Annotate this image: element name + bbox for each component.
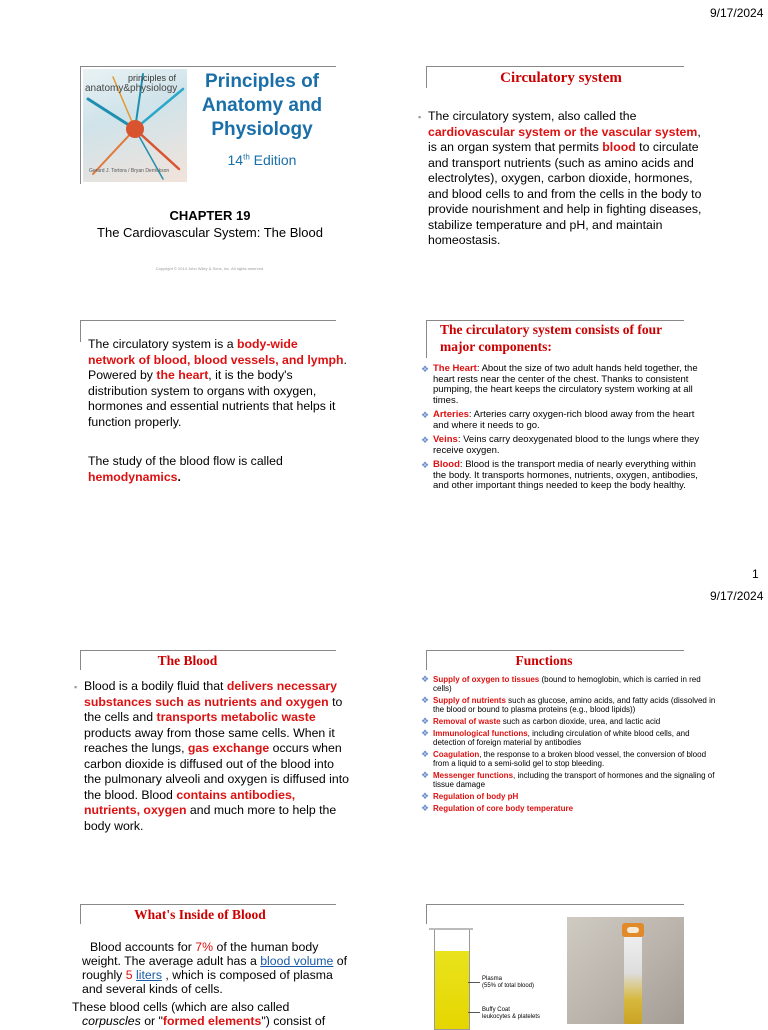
label-text: Plasma — [482, 976, 503, 982]
slide-body-2 — [88, 454, 318, 485]
label-note: (55% of total blood) — [482, 983, 535, 989]
copyright: Copyright © 2014 John Wiley & Sons, Inc. All rights reserved. — [155, 266, 265, 271]
tube-rim — [429, 928, 473, 930]
highlight-span: gas exchange — [187, 741, 270, 755]
title-line-2: major components: — [440, 339, 552, 354]
blood-tube-photo — [567, 917, 684, 1024]
book-cover-authors: Gerard J. Tortora / Bryan Derrickson — [89, 168, 170, 174]
blood-volume-link[interactable]: blood volume — [260, 954, 334, 968]
item-label: Veins — [433, 434, 458, 445]
slide-whats-inside-blood — [72, 904, 362, 1028]
text-span: of the human body weight. The average adult has a — [82, 940, 319, 968]
title-line-1: Principles of — [204, 71, 320, 92]
slide-circulatory-overview — [80, 320, 350, 510]
text-span: These blood cells (which are also called — [72, 1000, 290, 1014]
text-span: The circulatory system is a — [88, 337, 237, 351]
item-text: : About the size of two adult hands held together, the heart rests near the center of the chest. Thanks to consistent pumping, the heart keeps the circulatory system working at all times. — [433, 363, 698, 406]
highlight-span: transports metabolic waste — [156, 710, 316, 724]
highlight-span: the heart — [156, 368, 209, 382]
diamond-bullet-icon: ❖ — [421, 716, 430, 726]
slide-frame-top — [426, 66, 684, 67]
page-date: 9/17/2024 — [710, 6, 764, 20]
slide-four-components — [421, 320, 716, 520]
blood-tube-diagram — [434, 929, 470, 1030]
text-span: The circulatory system, also called the — [428, 109, 637, 123]
highlight-span: body-wide network of blood, blood vessels, and lymph — [88, 337, 344, 367]
tube-cap-hole — [627, 927, 639, 933]
chapter-title: The Cardiovascular System: The Blood — [97, 225, 323, 240]
highlight-span: formed elements — [162, 1014, 262, 1028]
text-span: Blood is a bodily fluid that — [84, 679, 227, 693]
tube-body — [624, 937, 642, 1024]
page-number: 1 — [752, 567, 759, 581]
list-item — [421, 804, 716, 813]
book-cover-subtitle: anatomy&physiology — [85, 83, 178, 94]
slide-body — [82, 940, 352, 996]
list-item — [421, 460, 711, 492]
slide-body — [84, 679, 354, 834]
buffy-leader — [468, 1012, 480, 1013]
text-span: Blood accounts for — [90, 940, 196, 954]
item-label: Supply of oxygen to tissues — [433, 675, 540, 684]
item-label: Regulation of core body temperature — [433, 804, 574, 813]
highlight-span: hemodynamics — [88, 469, 178, 484]
list-item — [421, 410, 711, 431]
highlight-span: delivers necessary substances such as nutrients and oxygen — [84, 679, 337, 709]
plasma-label — [482, 976, 534, 990]
diamond-bullet-icon: ❖ — [421, 728, 430, 738]
title-line-2: Anatomy and — [201, 95, 323, 116]
page-date: 9/17/2024 — [710, 589, 764, 603]
text-span: ") consist of — [261, 1014, 326, 1028]
components-list — [421, 364, 711, 496]
bullet-icon: ▪ — [418, 112, 422, 122]
book-title — [192, 70, 332, 142]
slide-title-text: Circulatory system — [500, 70, 622, 86]
highlight-span: blood — [602, 140, 636, 154]
list-item — [421, 771, 716, 789]
highlight-span: cardiovascular system or the vascular system — [428, 124, 698, 139]
text-span: , which is composed of plasma and several kinds of cells. — [82, 968, 333, 996]
diamond-bullet-icon: ❖ — [421, 435, 430, 445]
slide-title-text: The Blood — [157, 653, 218, 668]
book-cover-title: principles of — [128, 73, 177, 83]
item-text: , including circulation of white blood cells, and detection of foreign material by antibodies — [433, 729, 690, 747]
slide-body — [428, 109, 702, 249]
item-label: Regulation of body pH — [433, 792, 519, 801]
highlight-span: 5 — [125, 968, 133, 982]
diamond-bullet-icon: ❖ — [421, 410, 430, 420]
italic-span: corpuscles — [82, 1014, 141, 1028]
text-span: . Powered by — [88, 352, 347, 382]
slide-frame-top — [80, 320, 336, 321]
item-label: The Heart — [433, 363, 477, 374]
item-text: , the response to a broken blood vessel, the conversion of blood from a liquid to a semi-solid gel to stop bleeding. — [433, 750, 707, 768]
item-label: Coagulation — [433, 750, 480, 759]
text-span: or " — [140, 1014, 163, 1028]
slide-the-blood — [74, 650, 350, 840]
slide-frame-left — [80, 320, 81, 342]
diamond-bullet-icon: ❖ — [421, 791, 430, 801]
list-item — [421, 675, 716, 693]
title-line-3: Physiology — [211, 119, 313, 140]
item-text: : Blood is the transport media of nearly everything within the body. It transports hormones, nutrients, oxygen, antibodies, and other important things needed to keep the body healthy. — [433, 459, 698, 491]
slide-frame-top — [80, 66, 336, 67]
item-text: (bound to hemoglobin, which is carried in red cells) — [433, 675, 701, 693]
list-item — [421, 750, 716, 768]
text-span: to circulate and transport nutrients (such as amino acids and electrolytes), oxygen, carbon dioxide, hormones, and blood cells to and from the cells in the body to provide nourishment and help in fighting diseases, stabilize temperature and pH, and maintain homeostasis. — [428, 140, 702, 247]
slide-blood-tube-images — [426, 904, 716, 1024]
liters-link[interactable]: liters — [136, 968, 162, 982]
list-item — [421, 717, 716, 726]
slide-frame-top — [426, 904, 684, 905]
slide-title-text — [440, 321, 710, 355]
list-item — [421, 729, 716, 747]
item-label: Arteries — [433, 409, 469, 420]
book-cover-image — [83, 69, 187, 182]
text-span: . — [177, 469, 181, 484]
list-item — [421, 696, 716, 714]
slide-body — [88, 337, 348, 430]
diamond-bullet-icon: ❖ — [421, 770, 430, 780]
bullet-icon: ▪ — [74, 682, 78, 692]
text-span: , is an organ system that permits — [428, 124, 701, 154]
slide-title — [80, 66, 340, 286]
slide-circulatory-system — [418, 66, 710, 256]
buffy-coat-label — [482, 1007, 540, 1021]
functions-list — [421, 675, 716, 816]
diamond-bullet-icon: ❖ — [421, 674, 430, 684]
slide-frame-left — [426, 320, 427, 358]
label-text: Buffy Coat — [482, 1007, 510, 1013]
item-label: Messenger functions — [433, 771, 514, 780]
text-span: and much more to help the body work. — [84, 803, 337, 833]
item-text: , including the transport of hormones and the signaling of tissue damage — [433, 771, 715, 789]
text-span: occurs when carbon dioxide is diffused out of the blood into the pulmonary alveoli and oxygen is diffused into the blood. Blood — [84, 741, 350, 802]
slide-frame-left — [426, 904, 427, 924]
diamond-bullet-icon: ❖ — [421, 749, 430, 759]
item-text: : Veins carry deoxygenated blood to the lungs where they receive oxygen. — [433, 434, 700, 456]
slide-frame-top — [80, 904, 336, 905]
diamond-bullet-icon: ❖ — [421, 803, 430, 813]
slide-functions — [421, 650, 716, 850]
highlight-span: contains antibodies, nutrients, oxygen — [84, 787, 296, 817]
plasma-leader — [468, 982, 480, 983]
label-note: leukocytes & platelets — [482, 1014, 541, 1020]
item-text: such as glucose, amino acids, and fatty acids (dissolved in the blood or bound to plasma proteins (e.g., blood lipids)) — [433, 696, 716, 714]
chapter-number: CHAPTER 19 — [169, 208, 251, 223]
highlight-span: 7% — [195, 940, 214, 954]
list-item — [421, 435, 711, 456]
diamond-bullet-icon: ❖ — [421, 460, 430, 470]
edition-number: 14 — [227, 152, 244, 168]
slide-frame-top — [80, 650, 336, 651]
item-text: : Arteries carry oxygen-rich blood away from the heart and where it needs to go. — [433, 409, 695, 431]
list-item — [421, 364, 711, 406]
text-span: The study of the blood flow is called — [88, 454, 283, 468]
item-label: Blood — [433, 459, 460, 470]
edition-word: Edition — [249, 152, 297, 168]
text-span: of roughly — [82, 954, 348, 982]
list-item — [421, 792, 716, 801]
edition — [192, 152, 332, 168]
title-line-1: The circulatory system consists of four — [440, 322, 663, 337]
diamond-bullet-icon: ❖ — [421, 695, 430, 705]
text-span: to the cells and — [84, 694, 343, 724]
item-text: such as carbon dioxide, urea, and lactic acid — [500, 717, 661, 726]
slide-title-text: Functions — [515, 653, 573, 668]
slide-title-text: What's Inside of Blood — [134, 907, 266, 922]
text-span: , it is the body's distribution system to organs with oxygen, hormones and essential nutrients that helps it function properly. — [88, 368, 336, 429]
slide-frame-left — [80, 66, 81, 184]
text-span: products away from those same cells. When it reaches the lungs, — [84, 725, 335, 755]
item-label: Removal of waste — [433, 717, 501, 726]
item-label: Supply of nutrients — [433, 696, 506, 705]
diamond-bullet-icon: ❖ — [421, 364, 430, 374]
edition-suffix: th — [243, 152, 250, 162]
item-label: Immunological functions — [433, 729, 528, 738]
slide-frame-top — [426, 650, 684, 651]
